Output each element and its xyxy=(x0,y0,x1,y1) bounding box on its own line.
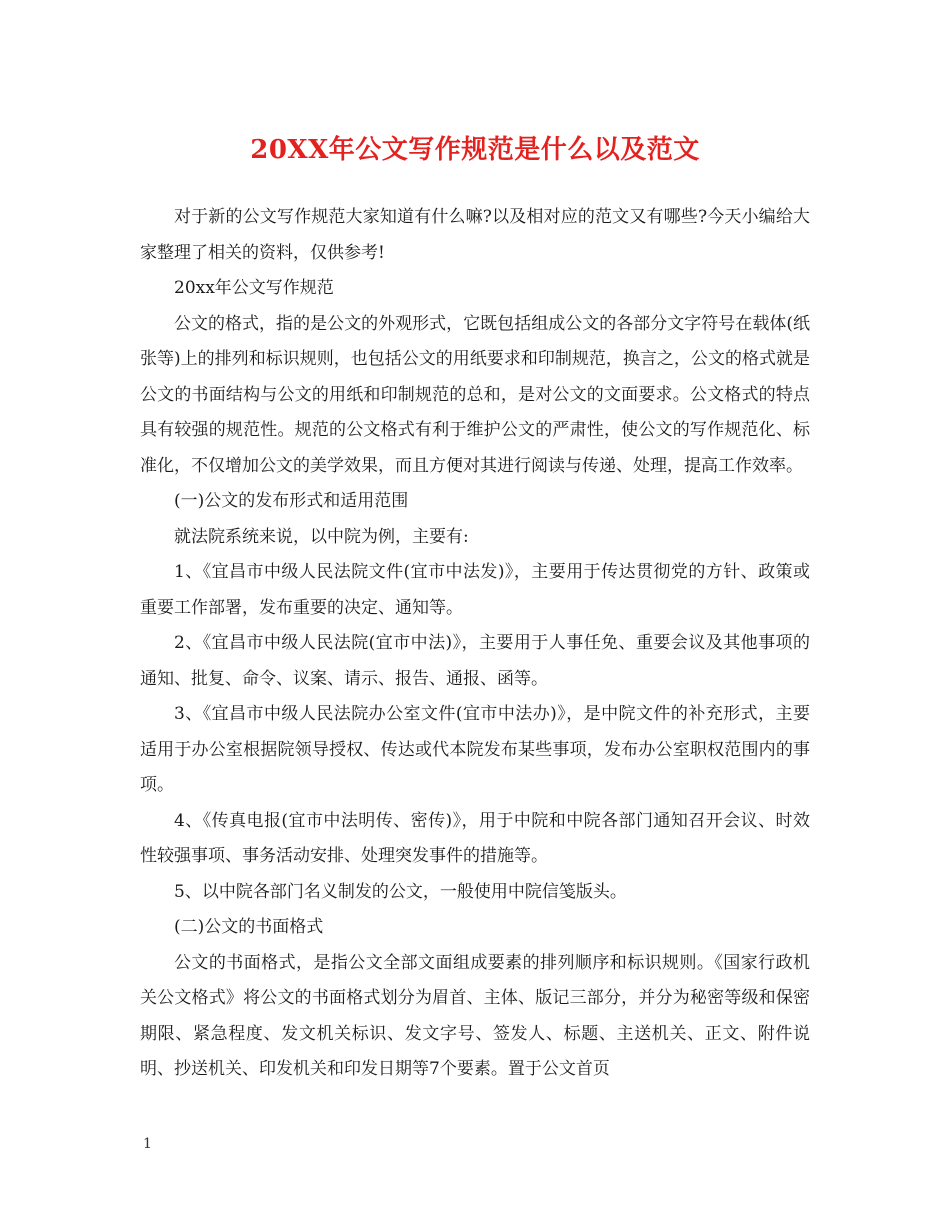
list-item: 2、《宜昌市中级人民法院(宜市中法)》，主要用于人事任免、重要会议及其他事项的通知、批复、命令、议案、请示、报告、通报、函等。 xyxy=(140,633,810,689)
intro-paragraph: 对于新的公文写作规范大家知道有什么嘛?以及相对应的范文又有哪些?今天小编给大家整理了相关的资料，仅供参考! xyxy=(140,207,810,263)
document-body xyxy=(140,200,810,1088)
document-title: 20XX年公文写作规范是什么以及范文 xyxy=(250,135,700,165)
subsection-heading: (一)公文的发布形式和适用范围 xyxy=(174,491,409,511)
page-number: 1 xyxy=(143,1136,152,1152)
list-item: 1、《宜昌市中级人民法院文件(宜市中法发)》，主要用于传达贯彻党的方针、政策或重要工作部署，发布重要的决定、通知等。 xyxy=(140,562,810,618)
body-paragraph: 公文的书面格式，是指公文全部文面组成要素的排列顺序和标识规则。《国家行政机关公文格式》将公文的书面格式划分为眉首、主体、版记三部分，并分为秘密等级和保密期限、紧急程度、发文机关标识、发文字号、签发人、标题、主送机关、正文、附件说明、抄送机关、印发机关和印发日期等7个要素。置于公文首页 xyxy=(140,952,810,1079)
list-item: 3、《宜昌市中级人民法院办公室文件(宜市中法办)》，是中院文件的补充形式，主要适用于办公室根据院领导授权、传达或代本院发布某些事项，发布办公室职权范围内的事项。 xyxy=(140,704,810,795)
list-item: 5、以中院各部门名义制发的公文，一般使用中院信笺版头。 xyxy=(174,881,627,902)
list-item: 4、《传真电报(宜市中法明传、密传)》，用于中院和中院各部门通知召开会议、时效性较强事项、事务活动安排、处理突发事件的措施等。 xyxy=(140,810,810,866)
body-paragraph: 公文的格式，指的是公文的外观形式，它既包括组成公文的各部分文字符号在载体(纸张等)上的排列和标识规则，也包括公文的用纸要求和印制规范，换言之，公文的格式就是公文的书面结构与公文的用纸和印制规范的总和，是对公文的文面要求。公文格式的特点具有较强的规范性。规范的公文格式有利于维护公文的严肃性，使公文的写作规范化、标准化，不仅增加公文的美学效果，而且方便对其进行阅读与传递、处理，提高工作效率。 xyxy=(140,313,810,476)
body-paragraph: 就法院系统来说，以中院为例，主要有: xyxy=(174,526,469,547)
section-heading: 20xx年公文写作规范 xyxy=(174,278,334,298)
subsection-heading: (二)公文的书面格式 xyxy=(174,917,324,937)
